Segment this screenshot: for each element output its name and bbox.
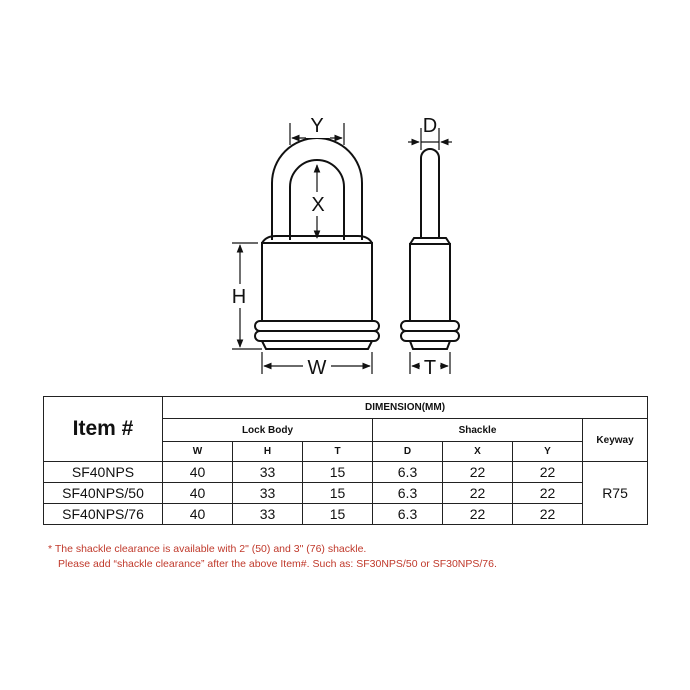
value-cell: 40 [163,504,233,525]
value-cell: 15 [303,504,373,525]
lock-body-header: Lock Body [163,419,373,442]
value-cell: 6.3 [373,483,443,504]
item-cell: SF40NPS/50 [44,483,163,504]
column-header-h: H [233,442,303,462]
side-shackle [421,149,439,238]
value-cell: 22 [513,504,583,525]
bottom-base [262,341,372,349]
value-cell: 33 [233,504,303,525]
side-base [410,341,450,349]
value-cell: 22 [513,483,583,504]
table-row [44,483,648,504]
item-header: Item # [44,397,163,462]
value-cell: 40 [163,462,233,483]
x-label: X [311,194,325,216]
column-header-w: W [163,442,233,462]
table-row [44,504,648,525]
value-cell: 15 [303,462,373,483]
keyway-cell: R75 [583,462,648,525]
footnote-line-1: * The shackle clearance is available with 2" (50) and 3" (76) shackle. [48,543,367,555]
y-label: Y [310,115,324,137]
side-dimensions [408,128,452,374]
value-cell: 15 [303,483,373,504]
dimension-table [43,396,648,525]
column-header-y: Y [513,442,583,462]
bottom-ring-1 [255,321,379,331]
column-header-d: D [373,442,443,462]
footnote-line-2: Please add “shackle clearance” after the above Item#. Such as: SF30NPS/50 or SF30NPS/76. [58,558,497,570]
value-cell: 6.3 [373,504,443,525]
value-cell: 40 [163,483,233,504]
shackle-header: Shackle [373,419,583,442]
value-cell: 22 [513,462,583,483]
t-label: T [423,357,437,379]
item-cell: SF40NPS/76 [44,504,163,525]
table-row [44,462,648,483]
front-dimensions [232,123,372,374]
value-cell: 33 [233,462,303,483]
side-body [410,244,450,321]
h-label: H [231,286,247,308]
side-ring-2 [401,331,459,341]
lock-body [262,243,372,321]
value-cell: 33 [233,483,303,504]
item-cell: SF40NPS [44,462,163,483]
dimension-header: DIMENSION(MM) [163,397,648,419]
value-cell: 22 [443,504,513,525]
keyway-header: Keyway [583,419,648,462]
column-header-t: T [303,442,373,462]
value-cell: 22 [443,462,513,483]
padlock-side-view [401,149,459,349]
d-label: D [422,115,438,137]
shackle-clearance-footnote [48,542,497,572]
bottom-ring-2 [255,331,379,341]
column-header-x: X [443,442,513,462]
w-label: W [307,357,327,379]
value-cell: 22 [443,483,513,504]
side-ring-1 [401,321,459,331]
value-cell: 6.3 [373,462,443,483]
